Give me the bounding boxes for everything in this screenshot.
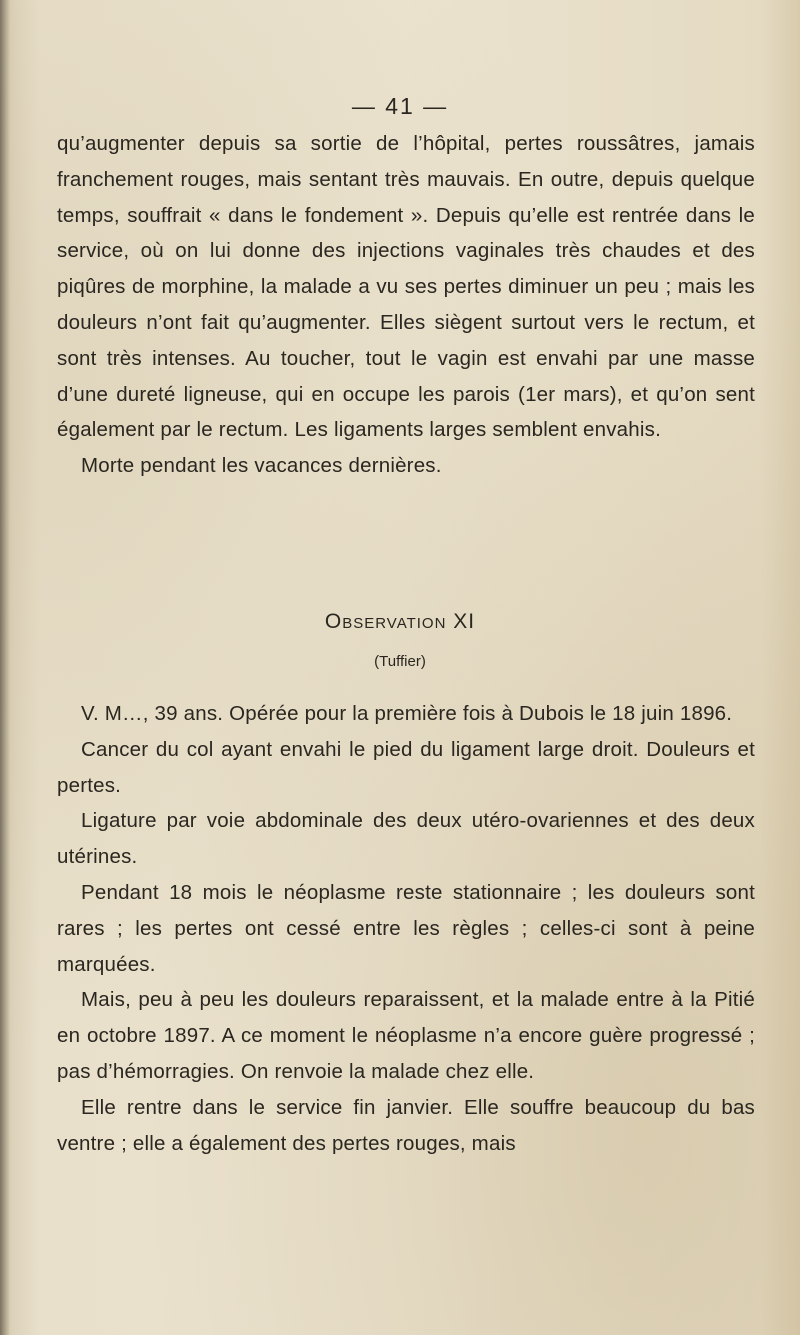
observation-author: (Tuffier) <box>374 653 426 670</box>
continuation-text <box>57 126 755 484</box>
observation-paragraph: Elle rentre dans le service fin janvier. Elle souffre beaucoup du bas ventre ; elle a également des pertes rouges, mais <box>57 1095 755 1155</box>
observation-body <box>57 696 755 1161</box>
observation-paragraph: Pendant 18 mois le néoplasme reste stationnaire ; les douleurs sont rares ; les pertes ont cessé entre les règles ; celles-ci sont à peine marquées. <box>57 880 755 976</box>
observation-paragraph: Cancer du col ayant envahi le pied du ligament large droit. Douleurs et pertes. <box>57 737 755 797</box>
page-number: — 41 — <box>351 93 449 119</box>
observation-paragraph: Mais, peu à peu les douleurs reparaissent, et la malade entre à la Pitié en octobre 1897. A ce moment le néoplasme n’a encore guère progressé ; pas d’hémorragies. On renvoie la malade chez elle. <box>57 988 755 1083</box>
observation-paragraph: V. M…, 39 ans. Opérée pour la première fois à Dubois le 18 juin 1896. <box>81 702 733 725</box>
continuation-paragraph: qu’augmenter depuis sa sortie de l’hôpital, pertes roussâtres, jamais franchement rouges, mais sentant très mauvais. En outre, depuis quelque temps, souffrait « dans le fondement ». Depuis qu’elle est rentrée dans le service, où on lui donne des injections vaginales très chaudes et des piqûres de morphine, la malade a vu ses pertes diminuer un peu ; mais les douleurs n’ont fait qu’augmenter. Elles siègent surtout vers le rectum, et sont très intenses. Au toucher, tout le vagin est envahi par une masse d’une dureté ligneuse, qui en occupe les parois (1er mars), et qu’on sent également par le rectum. Les ligaments larges semblent envahis. <box>57 132 755 442</box>
observation-title: Observation XI <box>324 610 476 633</box>
observation-paragraph: Ligature par voie abdominale des deux utéro-ovariennes et des deux utérines. <box>57 809 755 869</box>
death-note: Morte pendant les vacances dernières. <box>81 454 442 478</box>
